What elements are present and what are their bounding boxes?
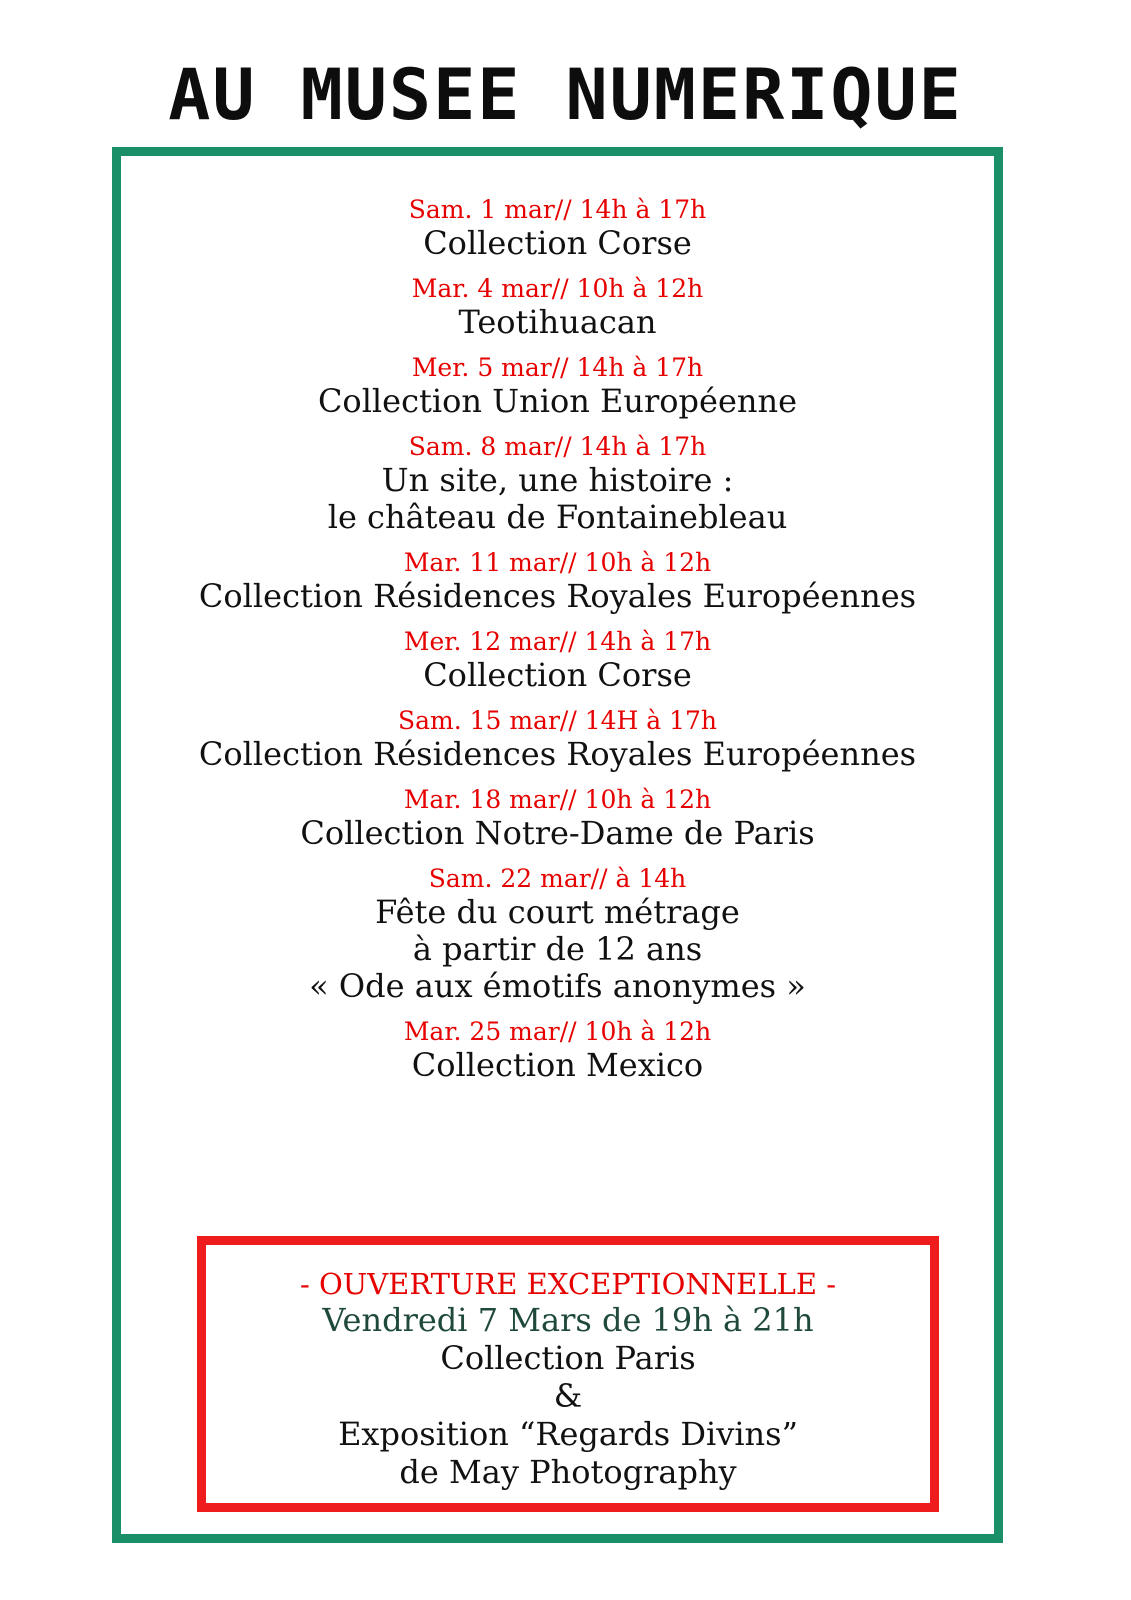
event-title: Collection Union Européenne <box>317 382 798 420</box>
event-date: Mer. 5 mar// 14h à 17h <box>411 353 704 382</box>
event-title: Collection Corse <box>423 224 692 262</box>
event-title: Collection Résidences Royales Européennes <box>198 577 917 615</box>
event-item <box>112 1017 1003 1084</box>
event-date: Mar. 18 mar// 10h à 12h <box>403 785 712 814</box>
event-item <box>112 274 1003 341</box>
event-title: Collection Corse <box>423 656 692 694</box>
event-date: Mer. 12 mar// 14h à 17h <box>403 627 712 656</box>
event-title: Collection Mexico <box>411 1046 704 1084</box>
event-date: Sam. 15 mar// 14H à 17h <box>397 706 718 735</box>
special-collection: Collection Paris <box>440 1339 696 1377</box>
special-opening-box <box>197 1236 939 1512</box>
event-title: Teotihuacan <box>458 303 657 341</box>
event-list <box>112 195 1003 1096</box>
event-date: Mar. 11 mar// 10h à 12h <box>403 548 712 577</box>
event-item <box>112 432 1003 536</box>
special-exhibition: Exposition “Regards Divins” <box>338 1415 798 1453</box>
event-item <box>112 195 1003 262</box>
special-photographer: de May Photography <box>399 1453 737 1491</box>
event-item <box>112 548 1003 615</box>
special-heading: - OUVERTURE EXCEPTIONNELLE - <box>299 1267 837 1301</box>
event-date: Mar. 25 mar// 10h à 12h <box>403 1017 712 1046</box>
event-title: Fête du court métrage à partir de 12 ans « Ode aux émotifs anonymes » <box>309 893 806 1005</box>
event-title: Un site, une histoire : le château de Fontainebleau <box>327 461 788 536</box>
event-item <box>112 706 1003 773</box>
page-title: AU MUSEE NUMERIQUE <box>168 54 963 136</box>
event-item <box>112 627 1003 694</box>
special-ampersand: & <box>553 1377 583 1415</box>
event-date: Sam. 1 mar// 14h à 17h <box>408 195 707 224</box>
event-item <box>112 353 1003 420</box>
event-date: Sam. 22 mar// à 14h <box>428 864 687 893</box>
event-date: Sam. 8 mar// 14h à 17h <box>408 432 707 461</box>
event-item <box>112 785 1003 852</box>
event-item <box>112 864 1003 1005</box>
event-date: Mar. 4 mar// 10h à 12h <box>411 274 704 303</box>
event-title: Collection Résidences Royales Européennes <box>198 735 917 773</box>
special-date: Vendredi 7 Mars de 19h à 21h <box>322 1301 814 1339</box>
event-title: Collection Notre-Dame de Paris <box>300 814 815 852</box>
